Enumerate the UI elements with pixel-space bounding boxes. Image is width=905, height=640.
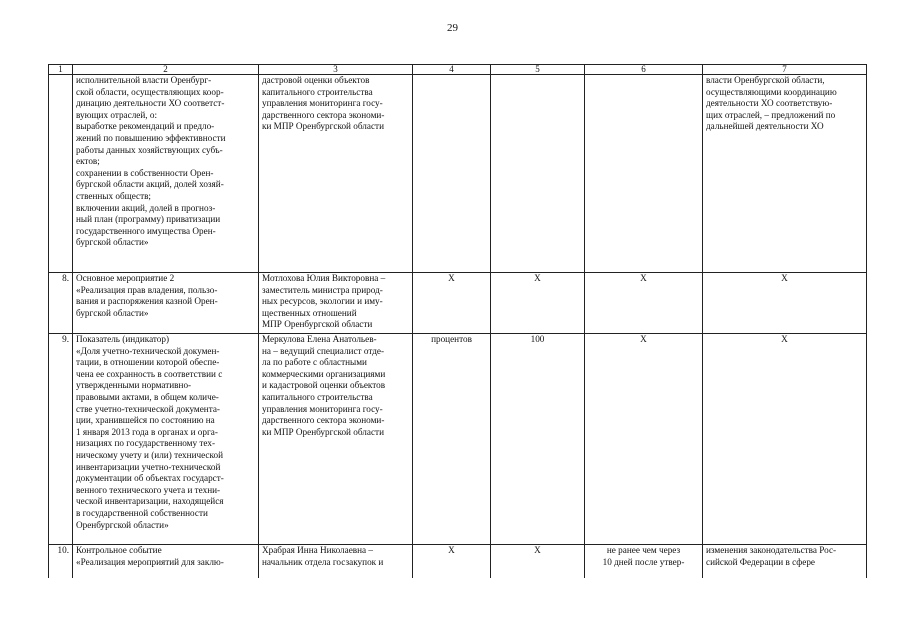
unit-cell [413,273,491,334]
responsible-text: Мотлохова Юлия Викторовна – заместитель министра природ- ных ресурсов, экологии и иму- щественных отношений МПР Оренбургской области [262,273,386,330]
header-cell-6: 6 [585,65,703,75]
responsible-cell [259,545,413,579]
responsible-text: дастровой оценки объектов капитального строительства управления мониторинга госу- дарственного сектора экономи- ки МПР Оренбургской области [262,75,385,132]
deadline-cell [585,273,703,334]
deadline-text: не ранее чем через 10 дней после утвер- [602,545,685,567]
responsible-cell [259,273,413,334]
value-text: Х [534,545,541,555]
deadline-cell [585,75,703,273]
unit-text: Х [448,273,455,283]
measure-name-cell [73,75,259,273]
header-cell-3: 3 [259,65,413,75]
row-number-text: 8. [62,273,69,283]
value-cell [491,273,585,334]
deadline-cell [585,334,703,545]
measure-name-text: исполнительной власти Оренбург- ской области, осуществляющих коор- динацию деятельности ХО соответст- вующих отраслей, о: выработке рекомендаций и предло- жений по повышению эффективности работы данных хозяйствующих субъ- ектов; сохранении в собственности Орен- бургской области акций, долей хозяй- ственных обществ; включении акций, долей в прогноз- ный план (программу) приватизации государственного имущества Орен- бургской области» [76,75,226,248]
value-text: Х [534,273,541,283]
program-table [48,64,867,578]
header-cell-1: 1 [49,65,73,75]
unit-cell [413,545,491,579]
result-cell [703,545,867,579]
value-cell [491,545,585,579]
header-cell-7: 7 [703,65,867,75]
page-number: 29 [447,22,458,34]
row-number [49,273,73,334]
responsible-cell [259,334,413,545]
result-cell [703,334,867,545]
table-row [49,545,867,579]
deadline-text: Х [640,334,647,344]
deadline-text: Х [640,273,647,283]
result-text: Х [781,273,788,283]
unit-cell [413,334,491,545]
row-number-text: 9. [62,334,69,344]
result-text: власти Оренбургской области, осуществляющими координацию деятельности ХО соответствую- щих отраслей, – предложений по дальнейшей деятельности ХО [706,75,837,132]
responsible-cell [259,75,413,273]
measure-name-text: Показатель (индикатор) «Доля учетно-технической докумен- тации, в отношении которой обеспе- чена ее сохранность в соответствии с утвержденными нормативно- правовыми актами, в общем количе- стве учетно-технической документа- ции, хранившейся по состоянию на 1 января 2013 года в органах и орга- низациях по государственному тех- ническому учету и (или) технической инвентаризации учетно-технической документации об объектах государст- венного технического учета и техни- ческой инвентаризации, находящейся в государственной собственности Оренбургской области» [76,334,224,530]
row-number [49,75,73,273]
result-cell [703,75,867,273]
header-cell-2: 2 [73,65,259,75]
value-text: 100 [530,334,545,344]
header-row [49,65,867,75]
deadline-cell [585,545,703,579]
value-cell [491,75,585,273]
row-number-text: 10. [57,545,69,555]
measure-name-text: Контрольное событие «Реализация мероприятий для заклю- [76,545,224,567]
value-cell [491,334,585,545]
header-cell-5: 5 [491,65,585,75]
result-cell [703,273,867,334]
responsible-text: Храбрая Инна Николаевна – начальник отдела госзакупок и [262,545,384,567]
measure-name-cell [73,273,259,334]
row-number [49,334,73,545]
measure-name-cell [73,334,259,545]
result-text: Х [781,334,788,344]
table-row [49,75,867,273]
result-text: изменения законодательства Рос- сийской Федерации в сфере [706,545,837,567]
row-number [49,545,73,579]
measure-name-text: Основное мероприятие 2 «Реализация прав владения, пользо- вания и распоряжения казной Орен- бургской области» [76,273,218,318]
header-cell-4: 4 [413,65,491,75]
measure-name-cell [73,545,259,579]
responsible-text: Меркулова Елена Анатольев- на – ведущий специалист отде- ла по работе с областными коммерческими организациями и кадастровой оценки объектов капитального строительства управления мониторинга госу- дарственного сектора экономи- ки МПР Оренбургской области [262,334,386,437]
unit-text: Х [448,545,455,555]
unit-cell [413,75,491,273]
unit-text: процентов [431,334,472,344]
table-row [49,273,867,334]
table-row [49,334,867,545]
